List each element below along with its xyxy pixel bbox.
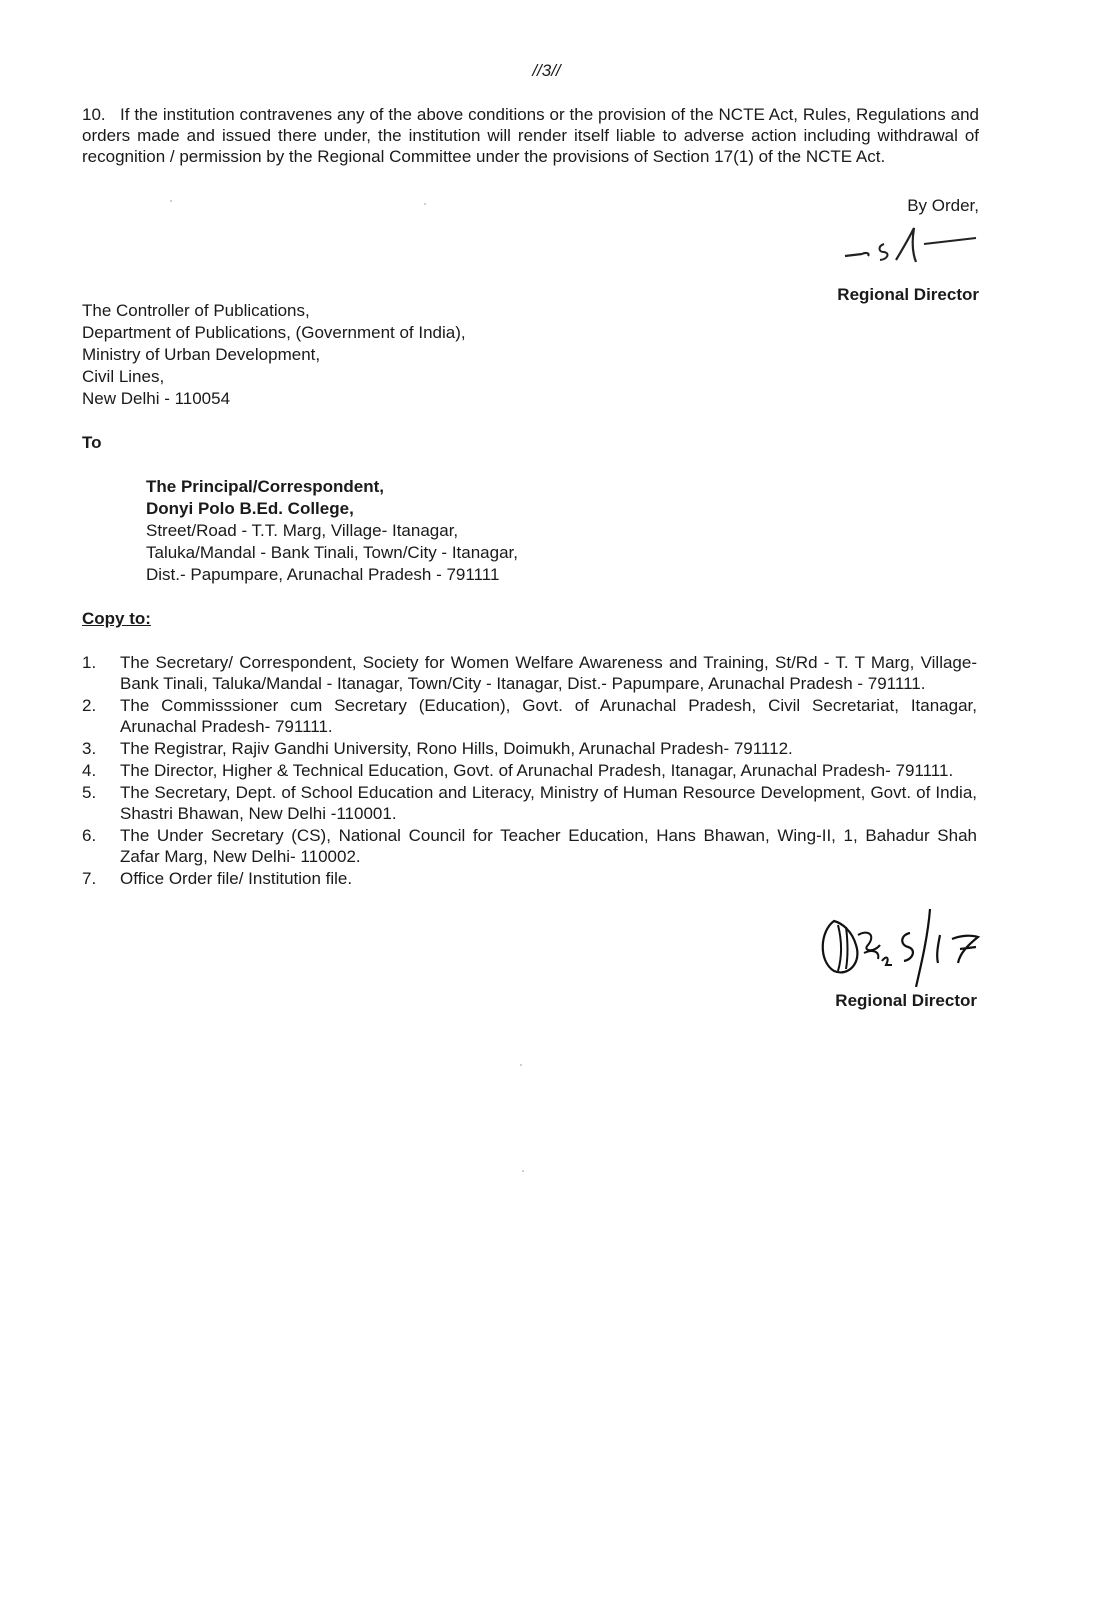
paragraph-text: If the institution contravenes any of the above conditions or the provision of the NCTE Act, Rules, Regulations and orders made and issued there under, the institution will render itself liable to adverse action including withdrawal of recognition / permission by the Regional Committee under the provisions of Section 17(1) of the NCTE Act. — [82, 105, 979, 166]
copy-to-item — [82, 695, 977, 737]
addressee-line: Street/Road - T.T. Marg, Village- Itanagar, — [146, 521, 459, 540]
addressee-line: Dist.- Papumpare, Arunachal Pradesh - 791111 — [146, 565, 500, 584]
item-number: 4. — [82, 761, 97, 780]
item-text: The Secretary, Dept. of School Education and Literacy, Ministry of Human Resource Development, Govt. of India, Shastri Bhawan, New Delhi -110001. — [120, 783, 977, 823]
to-label: To — [82, 433, 102, 452]
controller-line: Department of Publications, (Government of India), — [82, 323, 466, 342]
item-number: 2. — [82, 696, 97, 715]
by-order-text: By Order, — [907, 196, 979, 215]
addressee-title: The Principal/Correspondent, — [146, 477, 385, 496]
signature-2-date: 2/5/17 — [812, 905, 815, 906]
signature-2 — [812, 905, 987, 987]
item-number: 6. — [82, 826, 97, 845]
item-text: The Commisssioner cum Secretary (Education), Govt. of Arunachal Pradesh, Civil Secretariat, Itanagar, Arunachal Pradesh- 791111. — [120, 696, 977, 736]
scan-speck — [424, 203, 426, 205]
item-text: The Registrar, Rajiv Gandhi University, Rono Hills, Doimukh, Arunachal Pradesh- 791112. — [120, 739, 793, 758]
controller-line: The Controller of Publications, — [82, 301, 310, 320]
paragraph-10 — [82, 104, 979, 167]
addressee-block — [146, 476, 746, 586]
copy-to-item — [82, 868, 977, 889]
copy-to-heading: Copy to: — [82, 609, 151, 628]
item-text: The Director, Higher & Technical Education, Govt. of Arunachal Pradesh, Itanagar, Arunachal Pradesh- 791111. — [120, 761, 954, 780]
paragraph-number: 10. — [82, 105, 106, 124]
controller-address — [82, 300, 602, 410]
scan-speck — [520, 1064, 522, 1066]
copy-to-item — [82, 782, 977, 824]
copy-to-item — [82, 738, 977, 759]
signature-1-text: -sd- — [840, 222, 842, 223]
controller-line: Civil Lines, — [82, 367, 165, 386]
signature-1 — [840, 222, 980, 268]
item-text: The Secretary/ Correspondent, Society for Women Welfare Awareness and Training, St/Rd - T. T Marg, Village- Bank Tinali, Taluka/Mandal - Itanagar, Town/City - Itanagar, Dist.- Papumpare, Arunachal Pradesh - 791111. — [120, 653, 977, 693]
addressee-line: Taluka/Mandal - Bank Tinali, Town/City - Itanagar, — [146, 543, 518, 562]
controller-line: Ministry of Urban Development, — [82, 345, 321, 364]
item-text: The Under Secretary (CS), National Council for Teacher Education, Hans Bhawan, Wing-II, 1, Bahadur Shah Zafar Marg, New Delhi- 110002. — [120, 826, 977, 866]
copy-to-item — [82, 760, 977, 781]
controller-line: New Delhi - 110054 — [82, 389, 231, 408]
item-number: 3. — [82, 739, 97, 758]
addressee-college: Donyi Polo B.Ed. College, — [146, 499, 354, 518]
item-number: 5. — [82, 783, 97, 802]
scan-speck — [522, 1170, 524, 1172]
item-number: 1. — [82, 653, 97, 672]
item-number: 7. — [82, 869, 97, 888]
signatory-1: Regional Director — [837, 285, 979, 304]
page-number: //3// — [532, 61, 561, 80]
item-text: Office Order file/ Institution file. — [120, 869, 353, 888]
copy-to-item — [82, 825, 977, 867]
copy-to-item — [82, 652, 977, 694]
scan-speck — [170, 200, 172, 202]
copy-to-list — [82, 652, 977, 890]
signatory-2: Regional Director — [835, 991, 977, 1010]
